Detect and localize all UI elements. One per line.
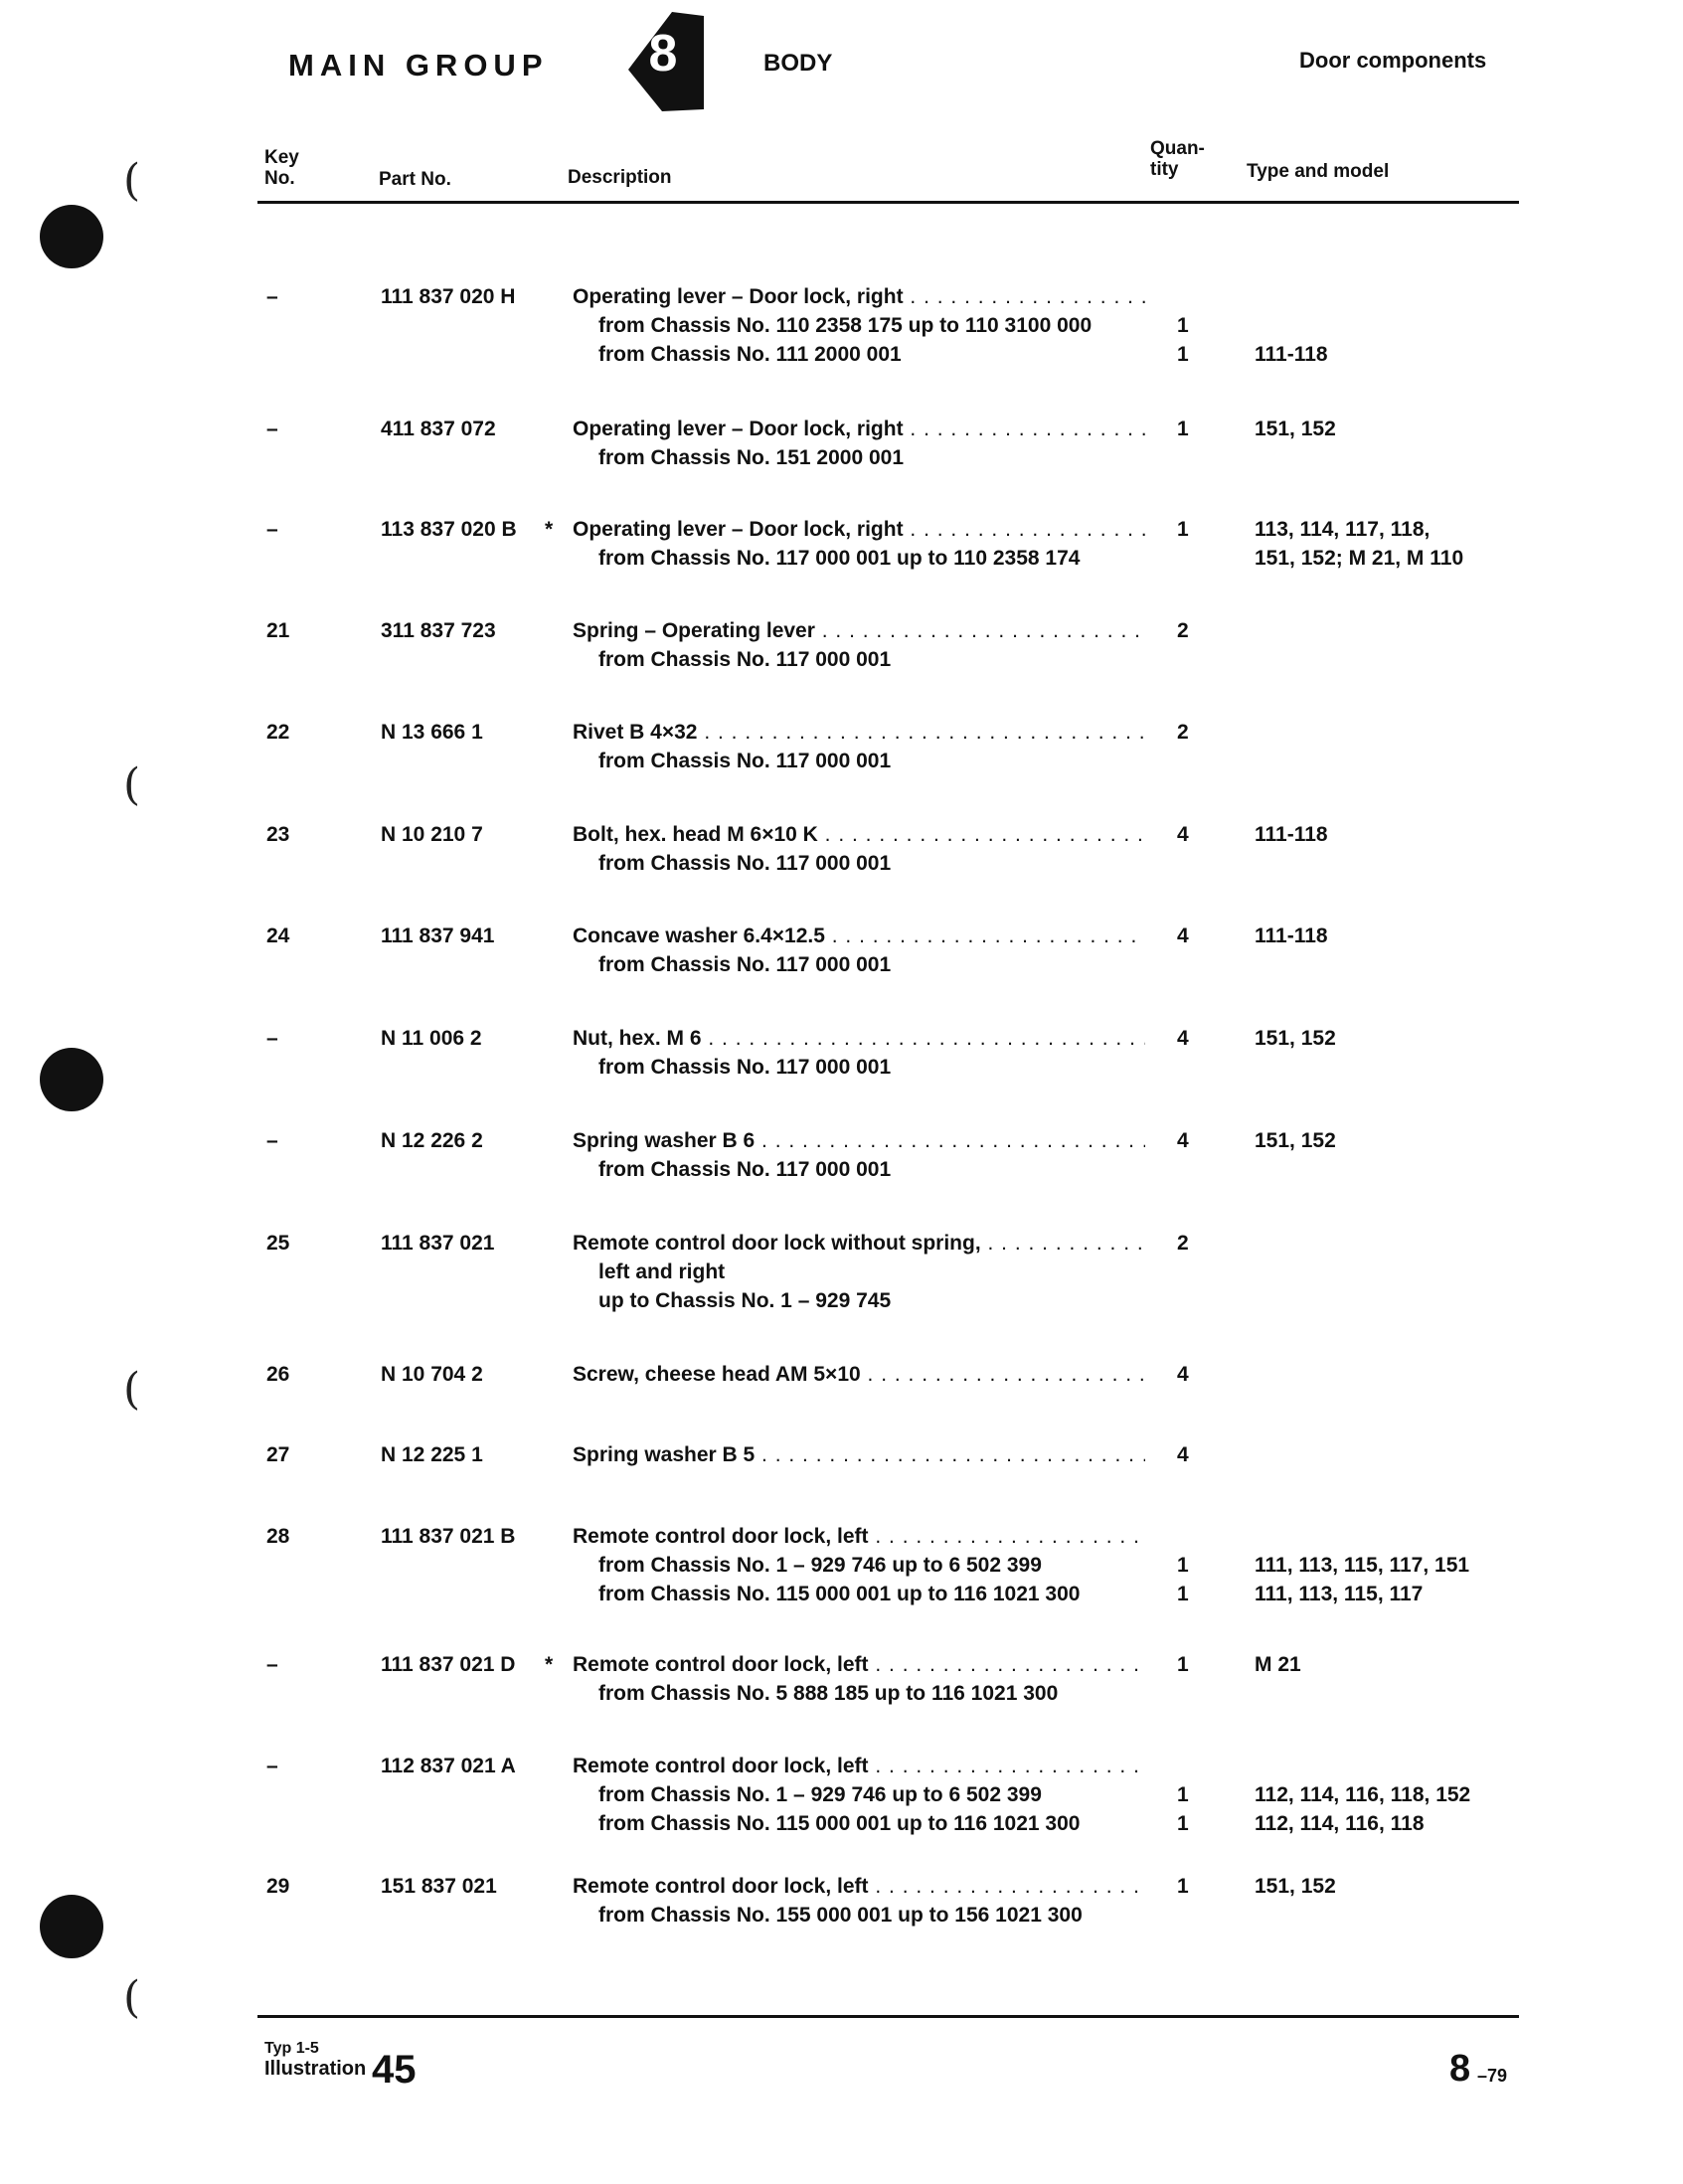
quantity-value: 1 xyxy=(1177,314,1189,337)
group-number: 8 xyxy=(648,25,678,83)
main-group-label: MAIN GROUP xyxy=(288,48,549,83)
description-main: Spring – Operating lever . . . xyxy=(573,616,1145,645)
description-main: Bolt, hex. head M 6×10 K . . . xyxy=(573,820,1145,849)
part-description xyxy=(573,1024,1145,1082)
description-main: Concave washer 6.4×12.5 . . . xyxy=(573,922,1145,950)
part-number: 151 837 021 xyxy=(381,1875,497,1898)
key-number: 25 xyxy=(266,1232,290,1255)
key-number: 26 xyxy=(266,1363,290,1386)
key-number: – xyxy=(266,518,278,541)
description-main: Screw, cheese head AM 5×10 . . . xyxy=(573,1360,1145,1389)
type-model-value: 112, 114, 116, 118 xyxy=(1255,1812,1425,1835)
type-model-cell xyxy=(1255,1752,1470,1838)
type-model-value: 113, 114, 117, 118, xyxy=(1255,518,1431,541)
part-description xyxy=(573,1229,1145,1315)
quantity-value: 2 xyxy=(1177,619,1189,642)
description-detail: from Chassis No. 110 2358 175 up to 110 3100 000 xyxy=(598,314,1093,337)
part-number: N 10 210 7 xyxy=(381,823,483,846)
key-number: – xyxy=(266,418,278,440)
quantity-value: 1 xyxy=(1177,1812,1189,1835)
binder-hole xyxy=(40,205,103,268)
binder-mark: ( xyxy=(123,759,141,810)
part-description xyxy=(573,415,1145,472)
type-model-value: M 21 xyxy=(1255,1653,1301,1676)
description-detail: from Chassis No. 5 888 185 up to 116 1021 300 xyxy=(598,1682,1059,1705)
description-detail: from Chassis No. 155 000 001 up to 156 1021 300 xyxy=(598,1904,1083,1927)
new-part-marker: * xyxy=(545,1653,554,1676)
key-number: – xyxy=(266,1129,278,1152)
quantity-cell xyxy=(1177,515,1207,544)
description-detail: up to Chassis No. 1 – 929 745 xyxy=(598,1289,892,1312)
description-detail: from Chassis No. 117 000 001 xyxy=(598,1158,892,1181)
type-model-cell xyxy=(1255,415,1336,443)
quantity-value: 1 xyxy=(1177,1653,1189,1676)
type-model-value: 151, 152; M 21, M 110 xyxy=(1255,547,1464,570)
quantity-cell xyxy=(1177,922,1207,950)
key-number: 28 xyxy=(266,1525,290,1548)
part-description xyxy=(573,718,1145,775)
part-number: 111 837 021 xyxy=(381,1232,495,1255)
type-model-value: 151, 152 xyxy=(1255,1129,1336,1152)
key-number: 22 xyxy=(266,721,290,744)
quantity-value xyxy=(1177,282,1207,311)
type-model-cell xyxy=(1255,1126,1336,1155)
description-detail: from Chassis No. 117 000 001 xyxy=(598,648,892,671)
header-rule xyxy=(257,201,1519,204)
description-main: Remote control door lock, left . . . xyxy=(573,1752,1145,1780)
binder-mark: ( xyxy=(123,155,141,206)
description-detail: from Chassis No. 115 000 001 up to 116 1021 300 xyxy=(598,1812,1081,1835)
quantity-cell xyxy=(1177,1229,1207,1258)
quantity-value: 4 xyxy=(1177,823,1189,846)
part-number: N 11 006 2 xyxy=(381,1027,482,1050)
type-model-value: 151, 152 xyxy=(1255,418,1336,440)
type-model-value xyxy=(1255,1522,1469,1551)
key-number: 27 xyxy=(266,1443,290,1466)
part-description xyxy=(573,1126,1145,1184)
part-description xyxy=(573,1522,1145,1608)
footer-typ: Typ 1-5 xyxy=(264,2040,319,2057)
type-model-value: 111-118 xyxy=(1255,924,1328,947)
part-number: 111 837 941 xyxy=(381,924,495,947)
column-header-key-no: Key No. xyxy=(264,147,299,189)
quantity-cell xyxy=(1177,1024,1207,1053)
key-number: – xyxy=(266,1027,278,1050)
key-number: 29 xyxy=(266,1875,290,1898)
quantity-value: 2 xyxy=(1177,721,1189,744)
group-name: BODY xyxy=(763,50,833,77)
column-header-type-model: Type and model xyxy=(1247,161,1390,182)
part-number: 311 837 723 xyxy=(381,619,496,642)
quantity-value: 1 xyxy=(1177,518,1189,541)
description-main: Nut, hex. M 6 . . . xyxy=(573,1024,1145,1053)
type-model-value: 112, 114, 116, 118, 152 xyxy=(1255,1783,1471,1806)
description-detail: from Chassis No. 117 000 001 up to 110 2358 174 xyxy=(598,547,1081,570)
page-number-sub: –79 xyxy=(1477,2066,1508,2086)
quantity-value: 1 xyxy=(1177,1554,1189,1577)
quantity-cell xyxy=(1177,1752,1207,1838)
type-model-value xyxy=(1255,311,1328,340)
part-description xyxy=(573,1872,1145,1930)
part-number: 112 837 021 A xyxy=(381,1755,516,1777)
description-main: Rivet B 4×32 . . . xyxy=(573,718,1145,747)
binder-mark: ( xyxy=(123,1972,141,2023)
description-detail: from Chassis No. 1 – 929 746 up to 6 502 399 xyxy=(598,1783,1042,1806)
quantity-value: 2 xyxy=(1177,1232,1189,1255)
quantity-value: 1 xyxy=(1177,418,1189,440)
description-detail: from Chassis No. 117 000 001 xyxy=(598,953,892,976)
description-detail: from Chassis No. 117 000 001 xyxy=(598,750,892,772)
description-detail: from Chassis No. 151 2000 001 xyxy=(598,446,905,469)
part-number: 111 837 021 D xyxy=(381,1653,516,1676)
part-number: 113 837 020 B xyxy=(381,518,517,541)
quantity-cell xyxy=(1177,1650,1207,1679)
quantity-cell xyxy=(1177,1440,1207,1469)
section-title: Door components xyxy=(1299,48,1487,73)
quantity-value: 4 xyxy=(1177,1363,1189,1386)
type-model-cell xyxy=(1255,922,1328,950)
quantity-value xyxy=(1177,1522,1207,1551)
illustration-number: 45 xyxy=(372,2048,417,2092)
type-model-cell xyxy=(1255,1024,1336,1053)
illustration-label: Illustration xyxy=(264,2058,367,2080)
description-main: Spring washer B 6 . . . xyxy=(573,1126,1145,1155)
description-main: Remote control door lock, left . . . xyxy=(573,1522,1145,1551)
quantity-cell xyxy=(1177,820,1207,849)
quantity-value: 4 xyxy=(1177,1027,1189,1050)
type-model-value: 151, 152 xyxy=(1255,1027,1336,1050)
part-number: 411 837 072 xyxy=(381,418,496,440)
part-description xyxy=(573,820,1145,878)
new-part-marker: * xyxy=(545,518,554,541)
type-model-cell xyxy=(1255,282,1328,369)
description-detail: from Chassis No. 115 000 001 up to 116 1021 300 xyxy=(598,1583,1081,1605)
description-detail: from Chassis No. 111 2000 001 xyxy=(598,343,902,366)
part-number: N 10 704 2 xyxy=(381,1363,483,1386)
type-model-value: 111, 113, 115, 117, 151 xyxy=(1255,1554,1470,1577)
description-detail: from Chassis No. 1 – 929 746 up to 6 502 399 xyxy=(598,1554,1042,1577)
description-main: Operating lever – Door lock, right . . . xyxy=(573,282,1145,311)
part-description xyxy=(573,616,1145,674)
description-detail: left and right xyxy=(598,1260,726,1283)
part-description xyxy=(573,1650,1145,1708)
description-main: Remote control door lock without spring, . . . xyxy=(573,1229,1145,1258)
quantity-value xyxy=(1177,1752,1207,1780)
footer-rule xyxy=(257,2015,1519,2018)
quantity-cell xyxy=(1177,616,1207,645)
binder-mark: ( xyxy=(123,1364,141,1415)
quantity-cell xyxy=(1177,1872,1207,1901)
part-number: N 12 226 2 xyxy=(381,1129,483,1152)
type-model-value: 111, 113, 115, 117 xyxy=(1255,1583,1424,1605)
type-model-value: 111-118 xyxy=(1255,343,1328,366)
type-model-cell xyxy=(1255,1872,1336,1901)
type-model-value xyxy=(1255,1752,1470,1780)
type-model-cell xyxy=(1255,820,1328,849)
quantity-value: 1 xyxy=(1177,1583,1189,1605)
type-model-value xyxy=(1255,282,1328,311)
type-model-value: 151, 152 xyxy=(1255,1875,1336,1898)
quantity-value: 1 xyxy=(1177,1875,1189,1898)
key-number: – xyxy=(266,1755,278,1777)
quantity-value: 4 xyxy=(1177,1443,1189,1466)
quantity-cell xyxy=(1177,1126,1207,1155)
quantity-cell xyxy=(1177,1522,1207,1608)
quantity-value: 1 xyxy=(1177,1783,1189,1806)
part-description xyxy=(573,1752,1145,1838)
page-number: 8 xyxy=(1449,2048,1471,2090)
description-main: Operating lever – Door lock, right . . . xyxy=(573,515,1145,544)
column-header-part-no: Part No. xyxy=(379,169,451,190)
key-number: 24 xyxy=(266,924,290,947)
part-description xyxy=(573,282,1145,369)
binder-hole xyxy=(40,1895,103,1958)
quantity-cell xyxy=(1177,415,1207,443)
quantity-value: 4 xyxy=(1177,1129,1189,1152)
type-model-cell xyxy=(1255,1650,1301,1679)
quantity-value: 1 xyxy=(1177,343,1189,366)
column-header-quantity: Quan- tity xyxy=(1150,138,1205,180)
description-detail: from Chassis No. 117 000 001 xyxy=(598,1056,892,1079)
key-number: – xyxy=(266,1653,278,1676)
key-number: – xyxy=(266,285,278,308)
key-number: 21 xyxy=(266,619,290,642)
part-number: 111 837 021 B xyxy=(381,1525,516,1548)
quantity-cell xyxy=(1177,718,1207,747)
key-number: 23 xyxy=(266,823,290,846)
description-main: Spring washer B 5 . . . xyxy=(573,1440,1145,1469)
part-description xyxy=(573,1360,1145,1389)
description-main: Remote control door lock, left . . . xyxy=(573,1872,1145,1901)
description-detail: from Chassis No. 117 000 001 xyxy=(598,852,892,875)
column-header-description: Description xyxy=(568,167,672,188)
description-main: Operating lever – Door lock, right . . . xyxy=(573,415,1145,443)
part-number: N 13 666 1 xyxy=(381,721,483,744)
part-number: N 12 225 1 xyxy=(381,1443,483,1466)
type-model-cell xyxy=(1255,515,1463,573)
type-model-cell xyxy=(1255,1522,1469,1608)
part-description xyxy=(573,1440,1145,1469)
part-description xyxy=(573,515,1145,573)
quantity-cell xyxy=(1177,1360,1207,1389)
quantity-cell xyxy=(1177,282,1207,369)
type-model-value: 111-118 xyxy=(1255,823,1328,846)
description-main: Remote control door lock, left . . . xyxy=(573,1650,1145,1679)
quantity-value: 4 xyxy=(1177,924,1189,947)
binder-hole xyxy=(40,1048,103,1111)
part-description xyxy=(573,922,1145,979)
part-number: 111 837 020 H xyxy=(381,285,516,308)
